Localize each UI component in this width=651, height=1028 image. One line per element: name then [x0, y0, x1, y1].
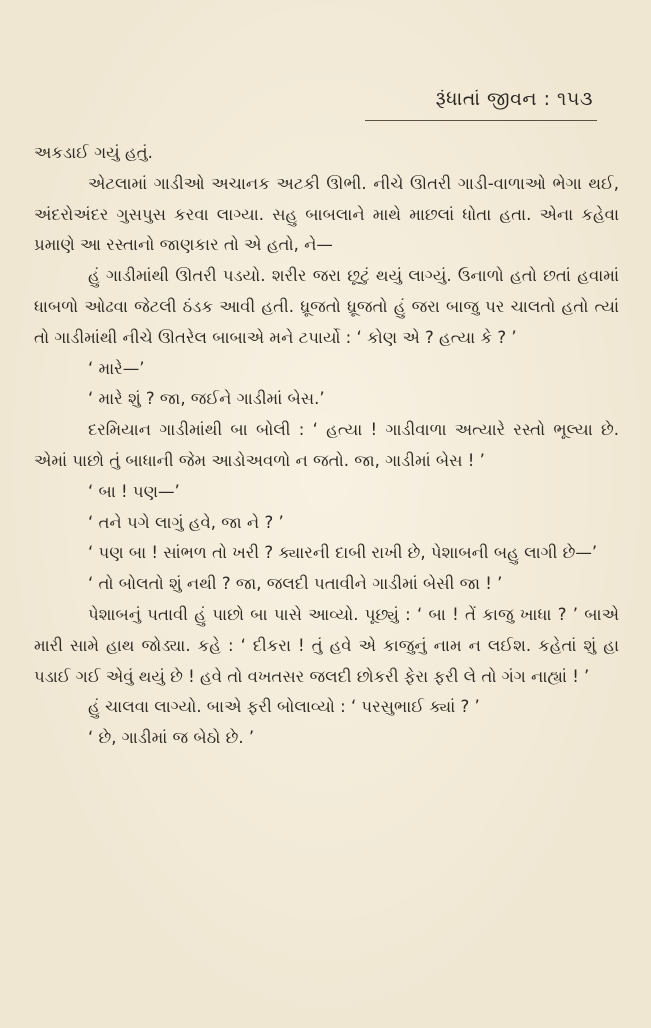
paragraph-4: ‘ મારે—’	[88, 358, 145, 378]
paragraph-11: પેશાબનું પતાવી હું પાછો બા પાસે આવ્યો. પૂછ્યું : ‘ બા ! તેં કાજુ ખાધા ? ’ બાએ મારી સામે હાથ જોડ્યા. કહે : ‘ દીકરા ! તું હવે એ કાજુનું નામ ન લઈશ. કહેતાં શું હા પડાઈ ગઈ એવું થયું છે ! હવે તો વખતસર જલદી છોકરી ફેરા ફરી લે તો ગંગ નાહ્યાં ! ’	[34, 604, 619, 686]
paragraph-10: ‘ તો બોલતો શું નથી ? જા, જલદી પતાવીને ગાડીમાં બેસી જા ! ’	[88, 574, 503, 594]
page-body	[34, 138, 619, 754]
paragraph-1: અકડાઈ ગયું હતું.	[34, 143, 153, 162]
paragraph-3: હું ગાડીમાંથી ઊતરી પડયો. શરીર જરા છૂટું થયું લાગ્યું. ઉનાળો હતો છતાં હવામાં ધાબળો ઓઢવા જેટલી ઠંડક આવી હતી. ધ્રૂજતો ધ્રૂજતો હું જરા બાજુ પર ચાલતો હતો ત્યાં તો ગાડીમાંથી નીચે ઊતરેલ બાબાએ મને ટપાર્યો : ‘ કોણ એ ? હત્યા કે ? ’	[34, 266, 619, 347]
paragraph-6: દરમિયાન ગાડીમાંથી બા બોલી : ‘ હત્યા ! ગાડીવાળા અત્યારે રસ્તો ભૂલ્યા છે. એમાં પાછો તું બાધાની જેમ આડોઅવળો ન જતો. જા, ગાડીમાં બેસ ! ’	[34, 420, 619, 470]
running-header: રૂંધાતાં જીવન : ૧૫૩	[435, 88, 593, 110]
paragraph-13: ‘ છે, ગાડીમાં જ બેઠો છે. ’	[88, 728, 255, 748]
paragraph-2: એટલામાં ગાડીઓ અચાનક અટકી ઊભી. નીચે ઊતરી ગાડી-વાળાઓ ભેગા થઈ, અંદરોઅંદર ગુસપુસ કરવા લાગ્યા. સહુ બાબલાને માથે માછલાં ધોતા હતા. એના કહેવા પ્રમાણે આ રસ્તાનો જાણકાર તો એ હતો, ને—	[34, 173, 619, 255]
paragraph-8: ‘ તને પગે લાગું હવે, જા ને ? ’	[88, 512, 284, 532]
paragraph-12: હું ચાલવા લાગ્યો. બાએ ફરી બોલાવ્યો : ‘ પરસુભાઈ ક્યાં ? ’	[88, 697, 480, 717]
paragraph-5: ‘ મારે શું ? જા, જઈને ગાડીમાં બેસ.’	[88, 389, 325, 409]
header-underline	[365, 120, 597, 121]
paragraph-7: ‘ બા ! પણ—’	[88, 481, 180, 501]
paragraph-9: ‘ પણ બા ! સાંભળ તો ખરી ? ક્યારની દાબી રાખી છે, પેશાબની બહુ લાગી છે—’	[88, 543, 598, 563]
